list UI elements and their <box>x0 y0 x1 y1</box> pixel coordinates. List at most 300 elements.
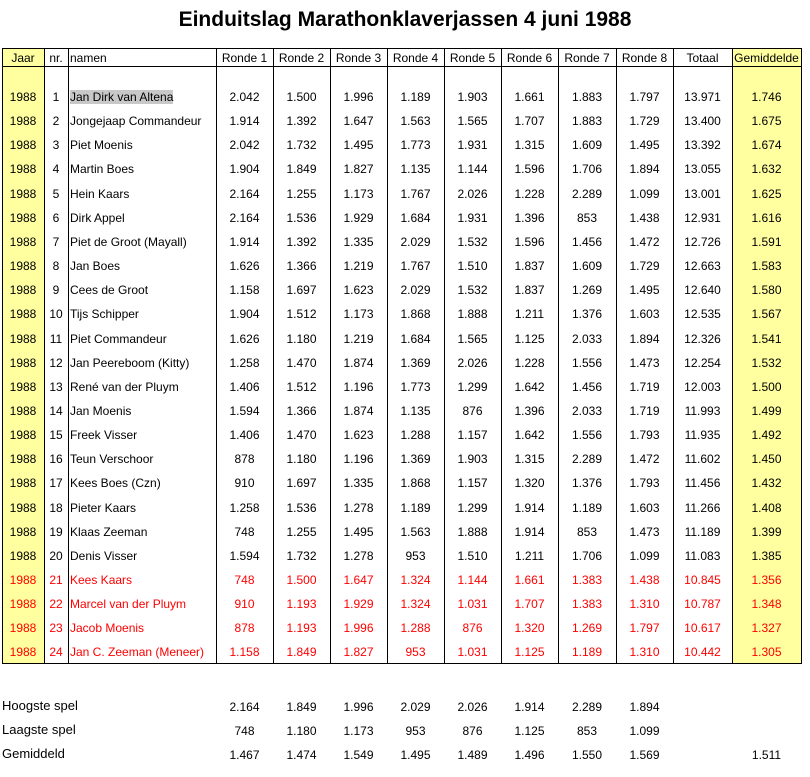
round-score-cell: 1.258 <box>229 355 260 370</box>
round-score-cell: 1.565 <box>457 114 488 129</box>
total-cell: 12.931 <box>684 210 721 225</box>
round-score-cell: 1.158 <box>229 283 260 298</box>
average-cell: 1.625 <box>751 186 782 201</box>
round-score-cell: 1.594 <box>229 403 260 418</box>
round-score-cell: 1.594 <box>229 548 260 563</box>
round-score-cell: 1.849 <box>286 162 317 177</box>
summary-value: 1.495 <box>400 748 431 762</box>
name-cell: Teun Verschoor <box>70 452 154 467</box>
round-score-cell: 1.894 <box>629 331 660 346</box>
column-header: Ronde 5 <box>449 51 496 65</box>
round-score-cell: 1.278 <box>343 548 374 563</box>
round-score-cell: 1.929 <box>343 597 374 612</box>
column-header: Gemiddelde <box>734 51 799 65</box>
total-cell: 12.254 <box>684 355 721 370</box>
round-score-cell: 1.626 <box>229 259 260 274</box>
round-score-cell: 1.849 <box>286 645 317 660</box>
round-score-cell: 1.269 <box>571 283 603 298</box>
round-score-cell: 1.837 <box>514 259 545 274</box>
round-score-cell: 1.732 <box>286 138 317 153</box>
rank-cell: 24 <box>49 645 63 660</box>
round-score-cell: 1.556 <box>571 355 603 370</box>
year-cell: 1988 <box>9 162 37 177</box>
total-cell: 12.003 <box>684 379 721 394</box>
total-cell: 13.055 <box>684 162 721 177</box>
round-score-cell: 1.310 <box>629 645 660 660</box>
rank-cell: 1 <box>52 90 60 104</box>
round-score-cell: 1.931 <box>457 210 488 225</box>
round-score-cell: 1.661 <box>514 90 545 104</box>
round-score-cell: 1.189 <box>400 500 431 515</box>
round-score-cell: 1.366 <box>286 403 317 418</box>
header-bottom-border <box>2 66 802 67</box>
name-cell: Denis Visser <box>70 548 138 563</box>
name-cell: Piet de Groot (Mayall) <box>70 234 187 249</box>
round-score-cell: 1.299 <box>457 500 488 515</box>
rank-cell: 22 <box>49 597 63 612</box>
round-score-cell: 1.255 <box>286 186 317 201</box>
round-score-cell: 1.931 <box>457 138 488 153</box>
summary-value: 1.849 <box>286 700 317 714</box>
year-cell: 1988 <box>9 548 37 563</box>
round-score-cell: 1.173 <box>343 186 374 201</box>
round-score-cell: 1.456 <box>571 379 603 394</box>
round-score-cell: 1.392 <box>286 114 317 129</box>
name-cell: Pieter Kaars <box>70 500 137 515</box>
average-cell: 1.450 <box>751 452 782 467</box>
column-header: nr. <box>49 51 63 65</box>
round-score-cell: 1.406 <box>229 428 260 443</box>
name-cell: Piet Commandeur <box>70 331 167 346</box>
summary-value: 1.125 <box>514 724 545 738</box>
round-score-cell: 1.383 <box>571 573 603 587</box>
round-score-cell: 1.512 <box>286 307 317 322</box>
name-cell: Hein Kaars <box>70 186 130 201</box>
round-score-cell: 1.473 <box>629 524 660 539</box>
rank-cell: 17 <box>49 476 63 491</box>
round-score-cell: 1.697 <box>286 476 317 491</box>
round-score-cell: 1.472 <box>629 234 660 249</box>
summary-value: 2.026 <box>457 700 488 714</box>
name-cell: Klaas Zeeman <box>70 524 148 539</box>
average-cell: 1.567 <box>751 307 782 322</box>
round-score-cell: 1.158 <box>229 645 260 660</box>
average-cell: 1.327 <box>751 621 782 636</box>
round-score-cell: 1.495 <box>629 283 660 298</box>
round-score-cell: 1.219 <box>343 331 374 346</box>
name-cell: Jacob Moenis <box>70 621 145 636</box>
summary-value: 1.173 <box>343 724 374 738</box>
year-cell: 1988 <box>9 524 37 539</box>
round-score-cell: 876 <box>462 621 483 636</box>
rank-cell: 21 <box>49 573 63 587</box>
summary-value: 1.914 <box>514 700 545 714</box>
round-score-cell: 1.888 <box>457 524 488 539</box>
name-cell: Jan Peereboom (Kitty) <box>70 355 190 370</box>
total-cell: 13.001 <box>684 186 721 201</box>
name-cell: Martin Boes <box>70 162 135 177</box>
round-score-cell: 1.376 <box>571 476 603 491</box>
summary-label: Laagste spel <box>2 722 76 737</box>
round-score-cell: 1.684 <box>400 210 431 225</box>
average-cell: 1.591 <box>751 234 782 249</box>
rank-cell: 7 <box>52 234 60 249</box>
name-cell: Marcel van der Pluym <box>70 597 187 612</box>
year-cell: 1988 <box>9 573 37 587</box>
year-cell: 1988 <box>9 597 37 612</box>
summary-value: 1.180 <box>286 724 317 738</box>
round-score-cell: 1.719 <box>629 379 660 394</box>
round-score-cell: 2.042 <box>229 90 260 104</box>
round-score-cell: 1.874 <box>343 355 374 370</box>
round-score-cell: 1.767 <box>400 259 431 274</box>
average-cell: 1.385 <box>751 548 782 563</box>
round-score-cell: 1.219 <box>343 259 374 274</box>
column-header: Ronde 4 <box>392 51 439 65</box>
average-cell: 1.348 <box>751 597 782 612</box>
round-score-cell: 1.335 <box>343 476 374 491</box>
name-cell: Tijs Schipper <box>70 307 139 322</box>
round-score-cell: 1.767 <box>400 186 431 201</box>
round-score-cell: 1.369 <box>400 452 431 467</box>
round-score-cell: 1.888 <box>457 307 488 322</box>
round-score-cell: 910 <box>234 476 255 491</box>
total-cell: 10.617 <box>684 621 721 636</box>
year-cell: 1988 <box>9 500 37 515</box>
round-score-cell: 1.914 <box>229 114 260 129</box>
average-cell: 1.674 <box>751 138 782 153</box>
summary-value: 1.099 <box>629 724 660 738</box>
year-cell: 1988 <box>9 645 37 660</box>
summary-value: 853 <box>576 724 598 738</box>
round-score-cell: 1.196 <box>343 379 374 394</box>
table-top-border <box>2 48 802 49</box>
year-cell: 1988 <box>9 283 37 298</box>
round-score-cell: 2.164 <box>229 210 260 225</box>
round-score-cell: 1.196 <box>343 452 374 467</box>
round-score-cell: 1.189 <box>571 500 603 515</box>
column-divider <box>68 48 69 663</box>
round-score-cell: 2.033 <box>571 331 603 346</box>
round-score-cell: 1.903 <box>457 90 488 104</box>
round-score-cell: 1.996 <box>343 90 374 104</box>
summary-value: 1.894 <box>629 700 660 714</box>
round-score-cell: 1.320 <box>514 621 545 636</box>
average-cell: 1.492 <box>751 428 782 443</box>
year-cell: 1988 <box>9 259 37 274</box>
round-score-cell: 1.729 <box>629 259 660 274</box>
rank-cell: 20 <box>49 548 63 563</box>
table-bottom-border <box>2 663 802 664</box>
round-score-cell: 1.288 <box>400 621 431 636</box>
round-score-cell: 910 <box>234 597 255 612</box>
round-score-cell: 1.565 <box>457 331 488 346</box>
round-score-cell: 1.031 <box>457 645 488 660</box>
round-score-cell: 1.366 <box>286 259 317 274</box>
round-score-cell: 1.797 <box>629 621 660 636</box>
round-score-cell: 2.029 <box>400 283 431 298</box>
column-header: Totaal <box>686 51 719 65</box>
rank-cell: 4 <box>52 162 60 177</box>
round-score-cell: 1.324 <box>400 573 431 587</box>
name-cell: Jan Boes <box>70 259 121 274</box>
total-cell: 10.845 <box>684 573 721 587</box>
round-score-cell: 1.310 <box>629 597 660 612</box>
average-cell: 1.675 <box>751 114 782 129</box>
rank-cell: 14 <box>49 403 63 418</box>
summary-label: Hoogste spel <box>2 698 78 713</box>
round-score-cell: 1.495 <box>629 138 660 153</box>
total-cell: 10.442 <box>684 645 721 660</box>
round-score-cell: 1.642 <box>514 379 545 394</box>
round-score-cell: 1.609 <box>571 259 603 274</box>
round-score-cell: 1.228 <box>514 355 545 370</box>
name-cell: René van der Pluym <box>70 379 179 394</box>
round-score-cell: 1.596 <box>514 234 545 249</box>
year-cell: 1988 <box>9 307 37 322</box>
round-score-cell: 1.719 <box>629 403 660 418</box>
name-cell[interactable] <box>70 90 216 104</box>
round-score-cell: 1.510 <box>457 259 488 274</box>
total-cell: 11.602 <box>684 452 721 467</box>
round-score-cell: 1.456 <box>571 234 603 249</box>
total-cell: 13.392 <box>684 138 721 153</box>
rank-cell: 12 <box>49 355 63 370</box>
total-cell: 11.083 <box>684 548 721 563</box>
round-score-cell: 1.793 <box>629 476 660 491</box>
round-score-cell: 1.894 <box>629 162 660 177</box>
round-score-cell: 1.315 <box>514 138 545 153</box>
round-score-cell: 1.827 <box>343 162 374 177</box>
round-score-cell: 1.642 <box>514 428 545 443</box>
round-score-cell: 1.536 <box>286 210 317 225</box>
round-score-cell: 1.376 <box>571 307 603 322</box>
round-score-cell: 1.707 <box>514 597 545 612</box>
average-cell: 1.408 <box>751 500 782 515</box>
round-score-cell: 1.500 <box>286 90 317 104</box>
round-score-cell: 953 <box>405 548 426 563</box>
average-cell: 1.532 <box>751 355 782 370</box>
average-cell: 1.499 <box>751 403 782 418</box>
round-score-cell: 1.125 <box>514 645 545 660</box>
round-score-cell: 2.029 <box>400 234 431 249</box>
average-cell: 1.399 <box>751 524 782 539</box>
round-score-cell: 1.473 <box>629 355 660 370</box>
round-score-cell: 1.647 <box>343 573 374 587</box>
round-score-cell: 1.180 <box>286 452 317 467</box>
round-score-cell: 1.470 <box>286 355 317 370</box>
round-score-cell: 1.603 <box>629 307 660 322</box>
year-cell: 1988 <box>9 476 37 491</box>
round-score-cell: 1.189 <box>400 90 431 104</box>
summary-value: 1.996 <box>343 700 374 714</box>
round-score-cell: 1.697 <box>286 283 317 298</box>
round-score-cell: 1.827 <box>343 645 374 660</box>
year-cell: 1988 <box>9 379 37 394</box>
column-header: Ronde 6 <box>506 51 553 65</box>
round-score-cell: 1.258 <box>229 500 260 515</box>
round-score-cell: 1.396 <box>514 403 545 418</box>
average-cell: 1.616 <box>751 210 782 225</box>
round-score-cell: 1.837 <box>514 283 545 298</box>
round-score-cell: 1.729 <box>629 114 660 129</box>
round-score-cell: 1.773 <box>400 379 431 394</box>
round-score-cell: 1.193 <box>286 597 317 612</box>
total-cell: 12.726 <box>684 234 721 249</box>
round-score-cell: 2.026 <box>457 355 488 370</box>
round-score-cell: 1.623 <box>343 428 374 443</box>
round-score-cell: 1.211 <box>514 307 545 322</box>
rank-cell: 8 <box>52 259 60 274</box>
round-score-cell: 1.180 <box>286 331 317 346</box>
round-score-cell: 1.609 <box>571 138 603 153</box>
round-score-cell: 1.157 <box>457 428 488 443</box>
summary-value: 748 <box>234 724 255 738</box>
round-score-cell: 1.315 <box>514 452 545 467</box>
round-score-cell: 1.903 <box>457 452 488 467</box>
name-cell: Freek Visser <box>70 428 138 443</box>
round-score-cell: 1.706 <box>571 162 603 177</box>
round-score-cell: 1.914 <box>514 500 545 515</box>
average-cell: 1.580 <box>751 283 782 298</box>
round-score-cell: 1.596 <box>514 162 545 177</box>
round-score-cell: 748 <box>234 573 255 587</box>
round-score-cell: 1.383 <box>571 597 603 612</box>
round-score-cell: 1.211 <box>514 548 545 563</box>
round-score-cell: 1.512 <box>286 379 317 394</box>
round-score-cell: 1.173 <box>343 307 374 322</box>
round-score-cell: 1.684 <box>400 331 431 346</box>
rank-cell: 2 <box>52 114 60 129</box>
average-cell: 1.432 <box>751 476 782 491</box>
summary-value: 1.496 <box>514 748 545 762</box>
year-cell: 1988 <box>9 452 37 467</box>
round-score-cell: 1.495 <box>343 524 374 539</box>
column-header: Jaar <box>11 51 35 65</box>
year-cell: 1988 <box>9 621 37 636</box>
selected-name-text[interactable]: Jan Dirk van Altena <box>70 90 174 104</box>
rank-cell: 6 <box>52 210 60 225</box>
round-score-cell: 1.647 <box>343 114 374 129</box>
round-score-cell: 1.914 <box>514 524 545 539</box>
total-cell: 11.266 <box>684 500 721 515</box>
summary-value: 1.569 <box>629 748 660 762</box>
round-score-cell: 1.536 <box>286 500 317 515</box>
round-score-cell: 1.269 <box>571 621 603 636</box>
average-cell: 1.356 <box>751 573 782 587</box>
average-cell: 1.500 <box>751 379 782 394</box>
total-cell: 13.400 <box>684 114 721 129</box>
round-score-cell: 1.929 <box>343 210 374 225</box>
summary-value: 953 <box>405 724 426 738</box>
name-cell: Piet Moenis <box>70 138 133 153</box>
round-score-cell: 1.144 <box>457 162 488 177</box>
column-header: namen <box>70 51 107 65</box>
summary-label: Gemiddeld <box>2 746 65 761</box>
column-header: Ronde 8 <box>621 51 668 65</box>
column-header: Ronde 7 <box>564 51 610 65</box>
name-cell: Kees Boes (Czn) <box>70 476 161 491</box>
round-score-cell: 1.773 <box>400 138 431 153</box>
round-score-cell: 1.031 <box>457 597 488 612</box>
name-cell: Cees de Groot <box>70 283 149 298</box>
summary-value: 2.164 <box>229 700 260 714</box>
round-score-cell: 1.406 <box>229 379 260 394</box>
average-cell: 1.541 <box>751 331 782 346</box>
name-cell: Jan C. Zeeman (Meneer) <box>70 645 205 660</box>
round-score-cell: 1.288 <box>400 428 431 443</box>
round-score-cell: 1.868 <box>400 307 431 322</box>
round-score-cell: 1.707 <box>514 114 545 129</box>
round-score-cell: 1.996 <box>343 621 374 636</box>
column-header: Ronde 3 <box>335 51 382 65</box>
total-cell: 12.640 <box>684 283 721 298</box>
round-score-cell: 1.904 <box>229 307 260 322</box>
round-score-cell: 953 <box>405 645 426 660</box>
round-score-cell: 1.500 <box>286 573 317 587</box>
round-score-cell: 1.556 <box>571 428 603 443</box>
round-score-cell: 1.706 <box>571 548 603 563</box>
rank-cell: 19 <box>49 524 63 539</box>
round-score-cell: 1.623 <box>343 283 374 298</box>
round-score-cell: 1.532 <box>457 234 488 249</box>
average-cell: 1.746 <box>751 90 782 104</box>
rank-cell: 9 <box>52 283 60 298</box>
round-score-cell: 1.661 <box>514 573 545 587</box>
round-score-cell: 1.472 <box>629 452 660 467</box>
name-cell: Dirk Appel <box>70 210 125 225</box>
round-score-cell: 2.042 <box>229 138 260 153</box>
round-score-cell: 1.732 <box>286 548 317 563</box>
summary-average: 1.511 <box>751 748 782 762</box>
round-score-cell: 1.904 <box>229 162 260 177</box>
summary-value: 1.474 <box>286 748 317 762</box>
column-divider <box>801 48 802 663</box>
round-score-cell: 1.335 <box>343 234 374 249</box>
rank-cell: 13 <box>49 379 63 394</box>
round-score-cell: 2.033 <box>571 403 603 418</box>
rank-cell: 11 <box>49 331 63 346</box>
round-score-cell: 1.495 <box>343 138 374 153</box>
round-score-cell: 1.438 <box>629 573 660 587</box>
round-score-cell: 878 <box>234 621 255 636</box>
average-cell: 1.305 <box>751 645 782 660</box>
round-score-cell: 1.125 <box>514 331 545 346</box>
year-cell: 1988 <box>9 428 37 443</box>
total-cell: 11.456 <box>684 476 721 491</box>
year-cell: 1988 <box>9 403 37 418</box>
round-score-cell: 1.532 <box>457 283 488 298</box>
round-score-cell: 2.164 <box>229 186 260 201</box>
round-score-cell: 1.510 <box>457 548 488 563</box>
round-score-cell: 1.883 <box>571 90 603 104</box>
round-score-cell: 876 <box>462 403 483 418</box>
round-score-cell: 1.135 <box>400 403 431 418</box>
total-cell: 12.663 <box>684 259 721 274</box>
name-cell: Jan Moenis <box>70 403 132 418</box>
round-score-cell: 1.563 <box>400 114 431 129</box>
round-score-cell: 2.289 <box>571 452 603 467</box>
round-score-cell: 748 <box>234 524 255 539</box>
round-score-cell: 1.626 <box>229 331 260 346</box>
summary-value: 876 <box>462 724 483 738</box>
rank-cell: 15 <box>49 428 63 443</box>
summary-value: 1.550 <box>571 748 603 762</box>
year-cell: 1988 <box>9 114 37 129</box>
round-score-cell: 853 <box>576 210 598 225</box>
total-cell: 13.971 <box>684 90 721 104</box>
average-cell: 1.583 <box>751 259 782 274</box>
